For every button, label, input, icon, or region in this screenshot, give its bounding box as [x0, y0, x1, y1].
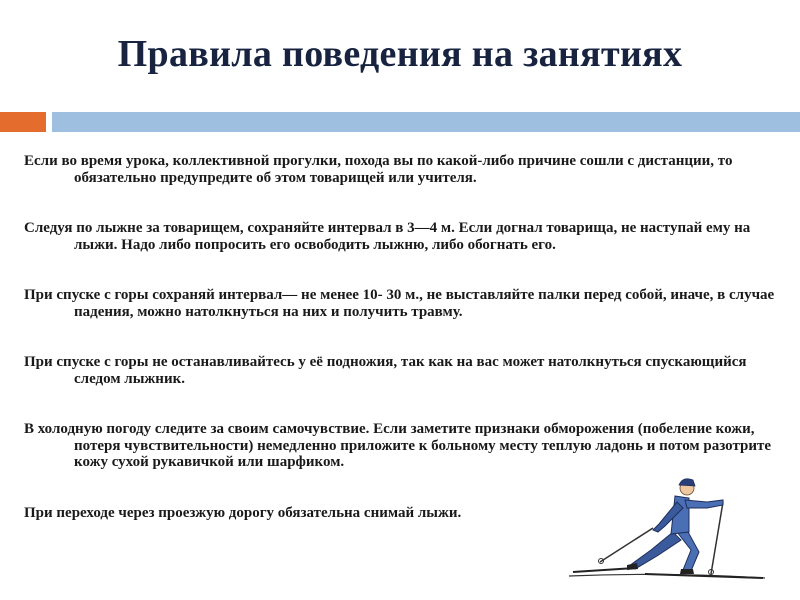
rule-paragraph: Если во время урока, коллективной прогулки, похода вы по какой-либо причине сошли с дистанции, то обязательно предупредите об этом товарищей или учителя.	[24, 153, 733, 186]
rule-paragraph: При спуске с горы не останавливайтесь у её подножия, так как на вас может натолкнуться спускающийся следом лыжник.	[24, 354, 747, 387]
accent-bar-orange	[0, 112, 46, 132]
rule-paragraph: При переходе через проезжую дорогу обязательна снимай лыжи.	[24, 504, 462, 521]
ski-back	[573, 568, 635, 572]
slide-title: Правила поведения на занятиях	[117, 33, 683, 75]
accent-bar-blue	[52, 112, 800, 132]
ski-front	[645, 574, 763, 578]
rule-paragraph: Следуя по лыжне за товарищем, сохраняйте интервал в 3—4 м. Если догнал товарища, не наступай ему на лыжи. Надо либо попросить его освободить лыжню, либо обогнать его.	[24, 220, 751, 253]
skier-illustration	[565, 470, 770, 588]
skier-leg-front	[677, 530, 699, 571]
skier-hat	[679, 479, 695, 486]
rule-paragraph: При спуске с горы сохраняй интервал— не менее 10- 30 м., не выставляйте палки перед собой, иначе, в случае падения, можно натолкнуться на них и получить травму.	[24, 287, 775, 320]
rule-paragraph: В холодную погоду следите за своим самочувствие. Если заметите признаки обморожения (побеление кожи, потеря чувствительности) немедленно приложите к больному месту теплую ладонь и потом разотрите кожу сухой рукавичкой или шарфиком.	[24, 421, 772, 470]
skier-arm-front	[685, 500, 723, 508]
pole-front	[711, 502, 723, 574]
